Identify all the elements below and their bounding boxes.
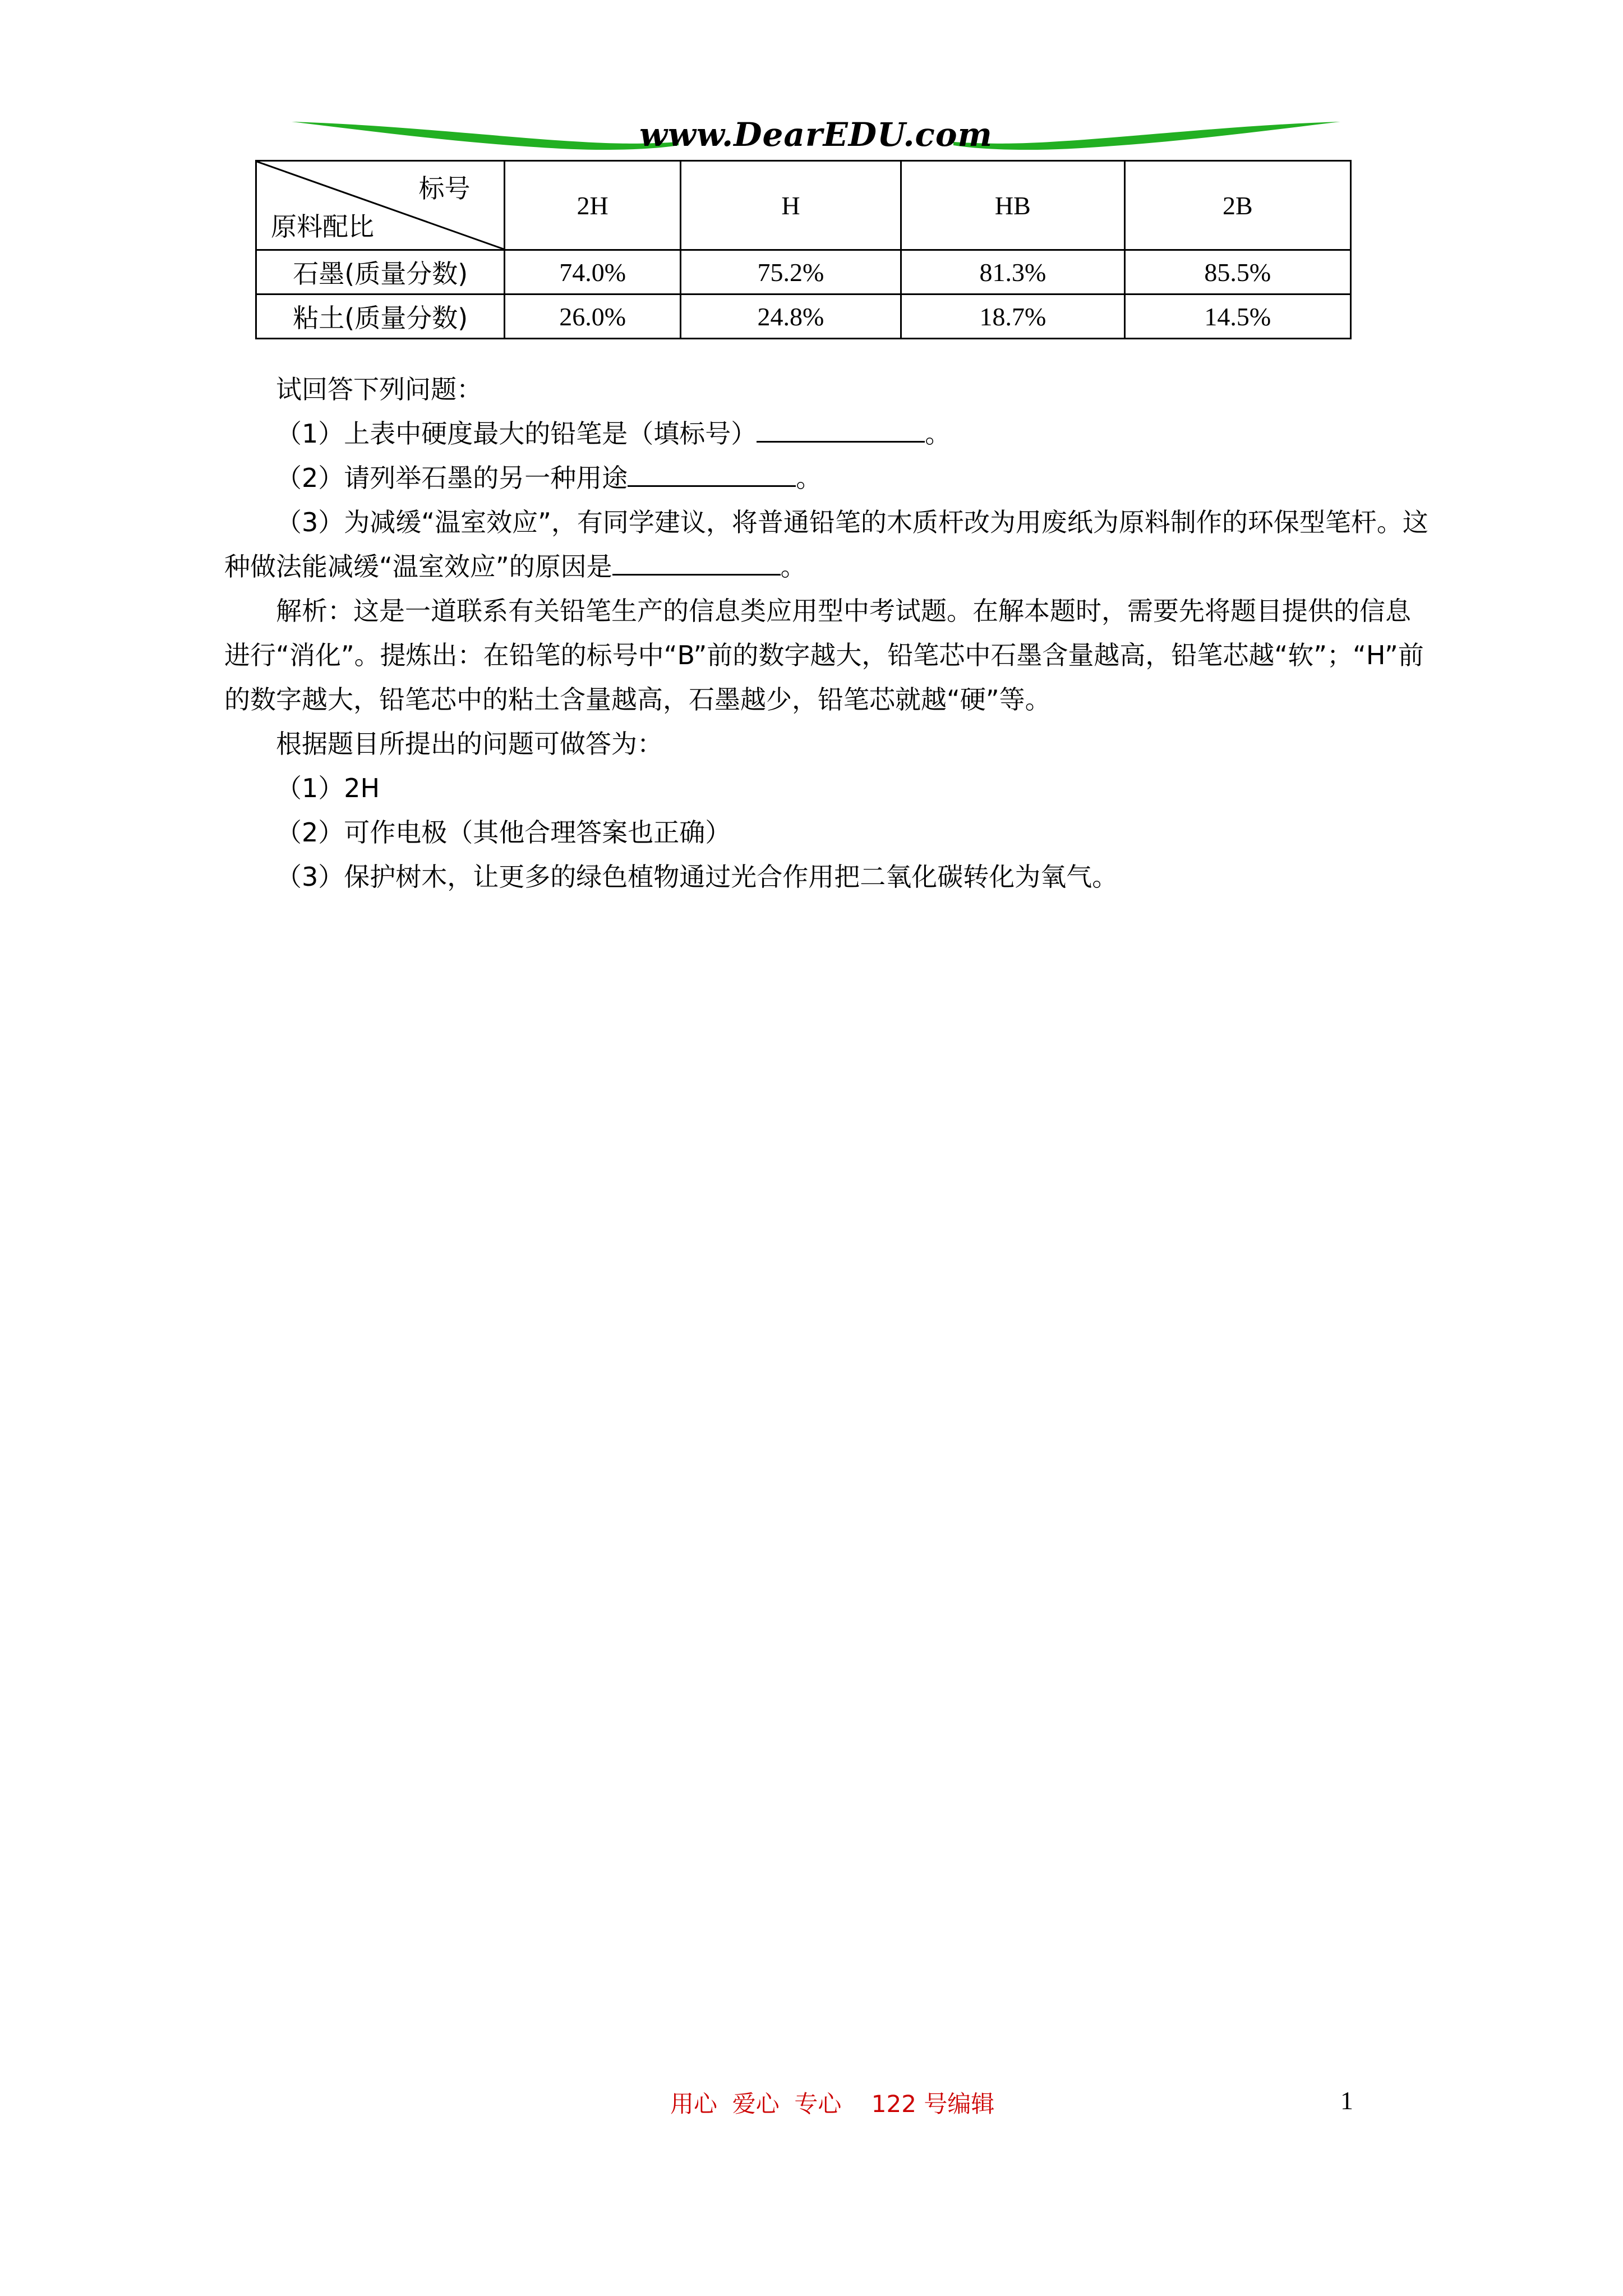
answer-2: （2）可作电极（其他合理答案也正确） [276, 817, 731, 848]
question-1 [224, 412, 1430, 456]
table-cell: 81.3% [901, 250, 1124, 295]
question-3 [224, 500, 1430, 589]
question-content [224, 367, 1430, 899]
intro-text: 试回答下列问题： [276, 374, 482, 404]
table-header-row [256, 161, 1351, 250]
table-cell: 24.8% [680, 295, 901, 339]
answer-blank [612, 546, 781, 576]
analysis-text: 解析：这是一道联系有关铅笔生产的信息类应用型中考试题。在解本题时，需要先将题目提供的信息进行“消化”。提炼出：在铅笔的标号中“B”前的数字越大，铅笔芯中石墨含量越高，铅笔芯越“软”；“H”前的数字越大，铅笔芯中的粘土含量越高，石墨越少，铅笔芯就越“硬”等。 [224, 596, 1424, 715]
question-3-text: （3）为减缓“温室效应”，有同学建议，将普通铅笔的木质杆改为用废纸为原料制作的环保型笔杆。这种做法能减缓“温室效应”的原因是 [224, 507, 1428, 582]
row-label: 石墨(质量分数) [256, 250, 505, 295]
answer-blank [628, 457, 796, 487]
diag-bottom-label: 原料配比 [271, 211, 374, 242]
table-cell: 75.2% [680, 250, 901, 295]
answer-3: （3）保护树木，让更多的绿色植物通过光合作用把二氧化碳转化为氧气。 [276, 862, 1118, 892]
question-1-text: （1）上表中硬度最大的铅笔是（填标号） [276, 418, 757, 449]
footer-note: 用心 爱心 专心 122 号编辑 [670, 2090, 995, 2118]
question-1-end: 。 [925, 418, 951, 449]
table-cell: 26.0% [505, 295, 680, 339]
pencil-composition-table [255, 160, 1352, 339]
table-cell: 74.0% [505, 250, 680, 295]
question-3-end: 。 [780, 551, 806, 582]
diagonal-header-cell [256, 161, 505, 250]
answer-blank [757, 413, 925, 443]
header-banner [292, 109, 1340, 160]
column-header: HB [901, 161, 1124, 250]
table-row [256, 295, 1351, 339]
row-label: 粘土(质量分数) [256, 295, 505, 339]
answer-intro: 根据题目所提出的问题可做答为： [276, 729, 663, 759]
table-cell: 14.5% [1124, 295, 1350, 339]
column-header: 2B [1124, 161, 1350, 250]
answer-1: （1）2H [276, 773, 380, 803]
table-cell: 18.7% [901, 295, 1124, 339]
diag-top-label: 标号 [418, 173, 471, 204]
column-header: H [680, 161, 901, 250]
column-header: 2H [505, 161, 680, 250]
question-2 [224, 456, 1430, 500]
page-number: 1 [1340, 2086, 1353, 2115]
question-2-end: 。 [796, 463, 822, 493]
site-name: www.DearEDU.com [639, 116, 993, 154]
table-cell: 85.5% [1124, 250, 1350, 295]
table-row [256, 250, 1351, 295]
question-2-text: （2）请列举石墨的另一种用途 [276, 463, 628, 493]
